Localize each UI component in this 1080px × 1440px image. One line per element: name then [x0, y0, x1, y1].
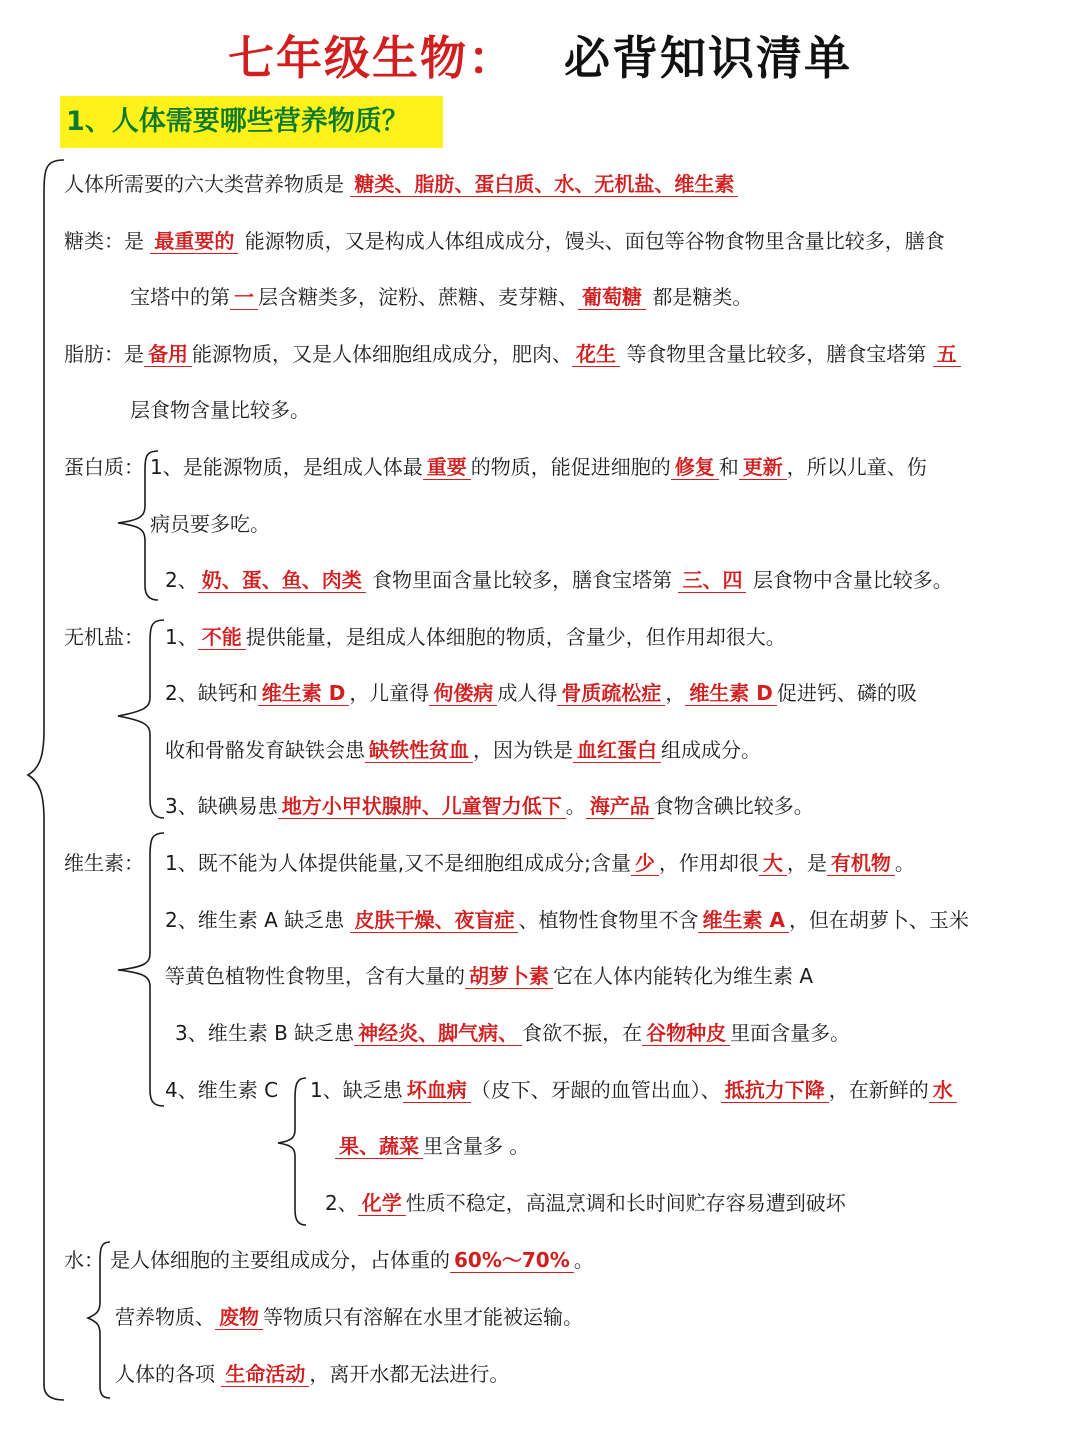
answer: 更新: [739, 455, 787, 480]
vitamin-c-line-2: [335, 1132, 529, 1160]
answer: 生命活动: [221, 1362, 309, 1387]
sugar-line-2: [130, 283, 752, 311]
mineral-label: 无机盐：: [64, 625, 144, 649]
answer: 不能: [198, 625, 246, 650]
text-segment: 层食物含量比较多。: [130, 398, 310, 422]
text-segment: ，: [665, 681, 686, 705]
text-segment: 。: [573, 1248, 594, 1272]
intro-line: [64, 170, 738, 198]
text-segment: ，在新鲜的: [828, 1078, 929, 1102]
answer: 坏血病: [403, 1078, 471, 1103]
fat-line-1: [64, 340, 961, 368]
answer: 谷物种皮: [642, 1021, 730, 1046]
fat-label: 脂肪：: [64, 342, 124, 366]
text-segment: 都是糖类。: [652, 285, 753, 309]
text-segment: 2、: [325, 1191, 358, 1215]
answer: 修复: [671, 455, 719, 480]
text-segment: 提供能量，是组成人体细胞的物质，含量少，但作用却很大。: [245, 625, 786, 649]
text-segment: 能源物质，又是构成人体组成成分，馒头、面包等谷物食物里含量比较多，膳食: [244, 229, 945, 253]
answer: 维生素 D: [258, 681, 350, 706]
answer: 神经炎、脚气病、: [354, 1021, 522, 1046]
answer: 葡萄糖: [578, 285, 646, 310]
text-segment: ，是: [786, 851, 827, 875]
mineral-line-4: [165, 792, 814, 820]
text-segment: 等食物里含量比较多，膳食宝塔第: [626, 342, 927, 366]
protein-line-2: [150, 510, 270, 538]
text-segment: ，但在胡萝卜、玉米: [788, 908, 969, 932]
water-line-2: [115, 1303, 583, 1331]
fat-line-2: [130, 396, 310, 424]
answer: 海产品: [586, 794, 654, 819]
vitamin-line-2: [165, 906, 969, 934]
text-segment: 。: [894, 851, 915, 875]
answer: 五: [933, 342, 961, 367]
answer: 备用: [144, 342, 192, 367]
text-segment: 里含量多 。: [423, 1134, 530, 1158]
answer: 花生: [572, 342, 620, 367]
answer: 地方小甲状腺肿、儿童智力低下: [278, 794, 566, 819]
answer: 60%～70%: [450, 1248, 574, 1273]
text-segment: 等物质只有溶解在水里才能被运输。: [263, 1305, 583, 1329]
water-label: 水：: [64, 1248, 104, 1272]
vitamin-line-4: [175, 1019, 850, 1047]
text-segment: 等黄色植物性食物里，含有大量的: [165, 964, 465, 988]
text-segment: 2、维生素 A 缺乏患: [165, 908, 345, 932]
protein-label: 蛋白质：: [64, 455, 144, 479]
text-segment: （皮下、牙龈的血管出血）、: [470, 1078, 721, 1102]
text-segment: 是: [124, 229, 144, 253]
water-line-3: [115, 1360, 509, 1388]
answer: 化学: [358, 1191, 406, 1216]
text-segment: 的物质，能促进细胞的: [470, 455, 671, 479]
text-segment: 人体的各项: [115, 1362, 215, 1386]
answer: 骨质疏松症: [557, 681, 665, 706]
answer: 佝偻病: [429, 681, 497, 706]
text-segment: 食欲不振，在: [522, 1021, 643, 1045]
answer: 一: [230, 285, 258, 310]
text-segment: 层含糖类多，淀粉、蔗糖、麦芽糖、: [258, 285, 578, 309]
text-segment: 里面含量多。: [730, 1021, 851, 1045]
sugar-line-1: [64, 227, 945, 255]
text-segment: 成人得: [497, 681, 558, 705]
sugar-label: 糖类：: [64, 229, 124, 253]
water-line-1: [110, 1246, 594, 1274]
text-segment: 3、缺碘易患: [165, 794, 278, 818]
mineral-line-1: [165, 623, 786, 651]
text-segment: ，所以儿童、伤: [786, 455, 927, 479]
mineral-line-2: [165, 679, 917, 707]
vitamin-line-1: [165, 849, 915, 877]
text-segment: 它在人体内能转化为维生素 A: [553, 964, 814, 988]
text-segment: 。: [565, 794, 586, 818]
answer: 大: [759, 851, 787, 876]
answer: 少: [631, 851, 659, 876]
title-part2: 必背知识清单: [564, 31, 852, 85]
text-segment: 1、缺乏患: [310, 1078, 403, 1102]
text-segment: 营养物质、: [115, 1305, 215, 1329]
text-segment: 性质不稳定，高温烹调和长时间贮存容易遭到破坏: [405, 1191, 846, 1215]
title-part1: 七年级生物：: [228, 31, 516, 85]
text-segment: 1、是能源物质，是组成人体最: [150, 455, 423, 479]
answer: 重要: [423, 455, 471, 480]
answer: 奶、蛋、鱼、肉类: [198, 568, 366, 593]
text-segment: 是: [124, 342, 144, 366]
answer: 三、四: [678, 568, 746, 593]
answer: 水: [929, 1078, 957, 1103]
text-segment: 层食物中含量比较多。: [752, 568, 953, 592]
text-segment: 1、: [165, 625, 198, 649]
text-segment: 和: [718, 455, 739, 479]
text-segment: 组成成分。: [661, 738, 761, 762]
mineral-line-3: [165, 736, 761, 764]
vitamin-line-3: [165, 962, 813, 990]
text-segment: ，儿童得: [349, 681, 430, 705]
text-segment: 2、: [165, 568, 198, 592]
answer: 缺铁性贫血: [365, 738, 473, 763]
text-segment: 促进钙、磷的吸: [776, 681, 917, 705]
vitamin-c-brace: [278, 1078, 306, 1225]
text-segment: 人体所需要的六大类营养物质是: [64, 172, 344, 196]
vitamin-line-5: 4、维生素 C: [165, 1078, 279, 1102]
text-segment: 、植物性食物里不含: [518, 908, 699, 932]
answer: 果、蔬菜: [335, 1134, 423, 1159]
text-segment: 食物含碘比较多。: [653, 794, 814, 818]
answer: 糖类、脂肪、蛋白质、水、无机盐、维生素: [350, 172, 738, 197]
main-brace: [28, 160, 64, 1400]
answer: 胡萝卜素: [465, 964, 553, 989]
text-segment: 病员要多吃。: [150, 512, 270, 536]
text-segment: 是人体细胞的主要组成成分，占体重的: [110, 1248, 450, 1272]
answer: 废物: [215, 1305, 263, 1330]
answer: 维生素 D: [685, 681, 777, 706]
text-segment: ，作用却很: [658, 851, 759, 875]
protein-line-1: [150, 453, 927, 481]
text-segment: 收和骨骼发育缺铁会患: [165, 738, 365, 762]
text-segment: ，离开水都无法进行。: [309, 1362, 510, 1386]
text-segment: 能源物质，又是人体细胞组成成分，肥肉、: [192, 342, 572, 366]
answer: 皮肤干燥、夜盲症: [350, 908, 518, 933]
vitamin-c-line-3: [325, 1189, 846, 1217]
text-segment: 1、既不能为人体提供能量,又不是细胞组成成分;含量: [165, 851, 631, 875]
answer: 维生素 A: [698, 908, 788, 933]
answer: 血红蛋白: [573, 738, 661, 763]
protein-line-3: [165, 566, 953, 594]
text-segment: ，因为铁是: [473, 738, 573, 762]
answer: 最重要的: [150, 229, 238, 254]
section-heading: 1、人体需要哪些营养物质？: [60, 96, 443, 148]
text-segment: 2、缺钙和: [165, 681, 258, 705]
text-segment: 食物里面含量比较多，膳食宝塔第: [372, 568, 673, 592]
text-segment: 3、维生素 B 缺乏患: [175, 1021, 355, 1045]
text-segment: 宝塔中的第: [130, 285, 230, 309]
answer: 抵抗力下降: [721, 1078, 829, 1103]
vitamin-label: 维生素：: [64, 851, 144, 875]
answer: 有机物: [827, 851, 895, 876]
vitamin-c-line-1: [310, 1076, 957, 1104]
